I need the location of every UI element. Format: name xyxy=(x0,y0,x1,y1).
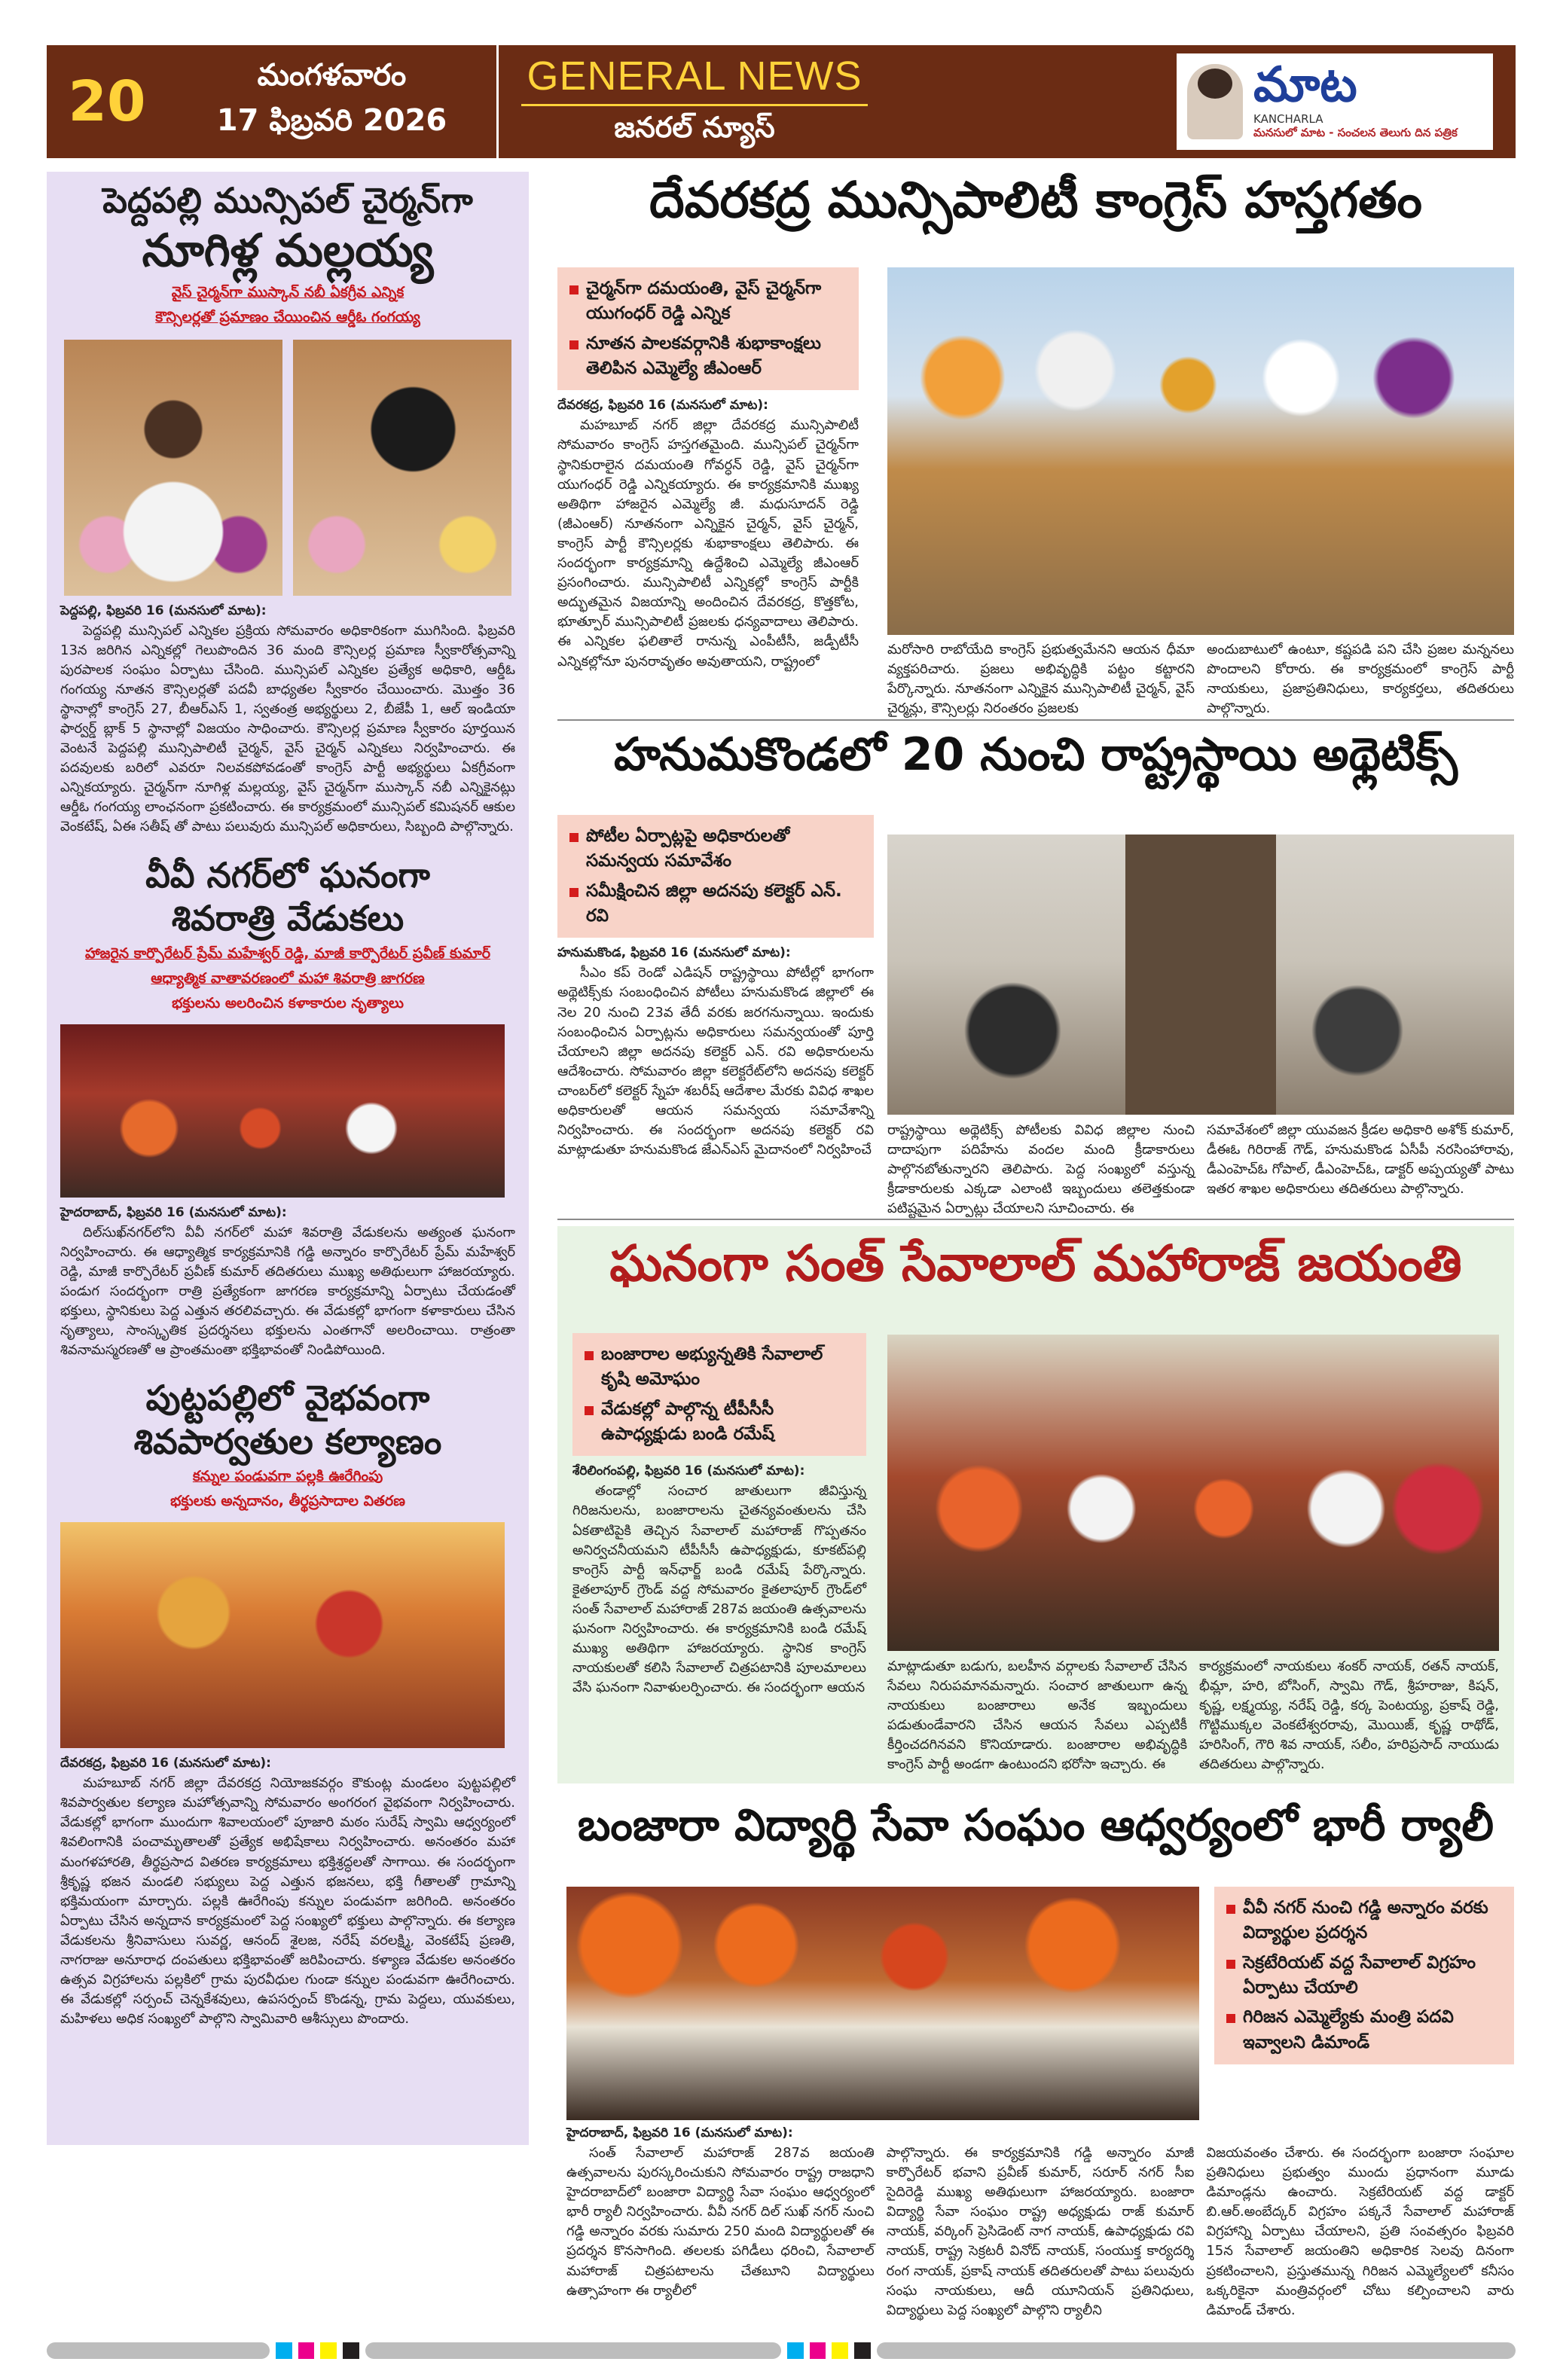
story-headline: శివరాత్రి వేడుకలు xyxy=(171,898,405,939)
color-swatch xyxy=(832,2342,848,2359)
issue-date: 17 ఫిబ్రవరి 2026 xyxy=(216,103,447,138)
highlight-item: సెక్రటేరియట్ వద్ద సేవాలాల్ విగ్రహం ఏర్పాటు చేయాలి xyxy=(1226,1951,1502,2001)
newspaper-logo xyxy=(1177,53,1493,150)
highlight-item: బంజారాల అభ్యున్నతికి సేవాలాల్ కృషి అమోఘం xyxy=(585,1342,854,1393)
color-swatch xyxy=(810,2342,826,2359)
highlights-box xyxy=(572,1333,866,1456)
story-subhead: హాజరైన కార్పొరేటర్ ప్రేమ్ మహేశ్వర్ రెడ్డి, మాజీ కార్పొరేటర్ ప్రవీణ్ కుమార్ xyxy=(84,944,491,962)
logo-brand: మాట xyxy=(1253,57,1357,113)
logo-small-text: KANCHARLA xyxy=(1253,112,1323,126)
story-body: సంత్ సేవాలాల్ మహారాజ్ 287వ జయంతి ఉత్సవాలను పురస్కరించుకుని సోమవారం రాష్ట్ర రాజధాని హైదరాబాద్‌లో బంజారా విద్యార్థి సేవా సంఘం ఆధ్వర్యంలో భారీ ర్యాలీ నిర్వహించారు. వీవీ నగర్ దిల్ సుఖ్ నగర్ నుంచి గడ్డి అన్నారం వరకు సుమారు 250 మంది విద్యార్థులతో ఈ ప్రదర్శన కొనసాగింది. తలలకు పగిడీలు ధరించి, సేవాలాల్ మహారాజ్ చిత్రపటాలను చేతబూని విద్యార్థులు ఉత్సాహంగా ఈ ర్యాలీలో xyxy=(566,2145,875,2299)
story-headline: శివపార్వతుల కల్యాణం xyxy=(133,1420,442,1462)
story-sevalal xyxy=(557,1235,1514,1292)
highlight-item: గిరిజన ఎమ్మెల్యేకు మంత్రి పదవి ఇవ్వాలని డిమాండ్ xyxy=(1226,2005,1502,2055)
story-devarakadra xyxy=(557,172,1514,229)
story-headline: దేవరకద్ర మున్సిపాలిటీ కాంగ్రెస్ హస్తగతం xyxy=(649,171,1422,229)
dateline: హైదరాబాద్, ఫిబ్రవరి 16 (మనసులో మాట): xyxy=(60,1204,287,1220)
story-body: దిల్‌సుఖ్‌నగర్‌లోని వీవీ నగర్‌లో మహా శివరాత్రి వేడుకలను అత్యంత ఘనంగా నిర్వహించారు. ఈ ఆధ్యాత్మిక కార్యక్రమానికి గడ్డి అన్నారం కార్పొరేటర్ ప్రేమ్ మహేశ్వర్ రెడ్డి, మాజీ కార్పొరేటర్ ప్రవీణ్ కుమార్ తదితరులు ముఖ్య అతిథులుగా హాజరయ్యారు. పండుగ సందర్భంగా రాత్రి ప్రత్యేకంగా జాగరణ కార్యక్రమాన్ని ఏర్పాటు చేయడంతో భక్తులు, స్థానికులు పెద్ద ఎత్తున తరలివచ్చారు. ఈ వేడుకల్లో భాగంగా కళాకారులు చేసిన నృత్యాలు, సాంస్కృతిక ప్రదర్శనలు భక్తులను ఎంతగానో అలరించాయి. రాత్రంతా శివనామస్మరణతో ఆ ప్రాంతమంతా భక్తిభావంతో నిండిపోయింది. xyxy=(60,1224,515,1359)
dateline: హనుమకొండ, ఫిబ్రవరి 16 (మనసులో మాట): xyxy=(557,945,791,961)
dateline: దేవరకద్ర, ఫిబ్రవరి 16 (మనసులో మాట): xyxy=(557,398,768,413)
story-body: కార్యక్రమంలో నాయకులు శంకర్ నాయక్, రతన్ నాయక్, భీమ్లా, హరి, బోసింగ్, స్వామి గౌడ్, శ్రీహరాజు, కిషన్, కృష్ణ, లక్ష్మయ్య, నరేష్ రెడ్డి, కర్క పెంటయ్య, ప్రకాష్ రెడ్డి, గొట్టిముక్కల వెంకటేశ్వరరావు, మొయిజ్, కృష్ణ రాథోడ్, హరిసింగ్, గౌరి శివ నాయక్, సలీం, హరిప్రసాద్ నాయుడు తదితరులు పాల్గొన్నారు. xyxy=(1199,1658,1499,1773)
story-headline: పుట్టపల్లిలో వైభవంగా xyxy=(145,1378,430,1419)
story-body: అందుబాటులో ఉంటూ, కష్టపడి పని చేసి ప్రజల మన్ననలు పొందాలని కోరారు. ఈ కార్యక్రమంలో కాంగ్రెస్ పార్టీ నాయకులు, ప్రజాప్రతినిధులు, కార్యకర్తలు, తదితరులు పాల్గొన్నారు. xyxy=(1207,642,1514,717)
color-bar-grey xyxy=(877,2342,1516,2359)
section-title-en: GENERAL NEWS xyxy=(527,53,862,99)
photo-devarakadra-celebration xyxy=(887,267,1514,635)
story-headline: హనుమకొండలో 20 నుంచి రాష్ట్రస్థాయి అథ్లెటిక్స్ xyxy=(614,728,1458,781)
highlights-box xyxy=(1214,1887,1514,2064)
story-puttapalli xyxy=(60,1377,515,2029)
color-swatch xyxy=(276,2342,292,2359)
story-body: విజయవంతం చేశారు. ఈ సందర్భంగా బంజారా సంఘాల ప్రతినిధులు ప్రభుత్వం ముందు ప్రధానంగా మూడు డిమాండ్లను ఉంచారు. సెక్రటేరియట్ వద్ద డాక్టర్ బి.ఆర్.అంబేద్కర్ విగ్రహం పక్కనే సేవాలాల్ మహారాజ్ విగ్రహాన్ని ఏర్పాటు చేయాలని, ప్రతి సంవత్సరం ఫిబ్రవరి 15న సేవాలాల్ జయంతిని అధికారిక సెలవు దినంగా ప్రకటించాలని, ప్రస్తుతమున్న గిరిజన ఎమ్మెల్యేలలో కనీసం ఒక్కరికైనా మంత్రివర్గంలో చోటు కల్పించాలని వారు డిమాండ్ చేశారు. xyxy=(1206,2145,1515,2318)
color-swatch xyxy=(320,2342,337,2359)
story-body: పాల్గొన్నారు. ఈ కార్యక్రమానికి గడ్డి అన్నారం మాజీ కార్పొరేటర్ భవాని ప్రవీణ్ కుమార్, సరూర్ నగర్ సీఐ సైదిరెడ్డి ముఖ్య అతిథులుగా హాజరయ్యారు. బంజారా విద్యార్థి సేవా సంఘం రాష్ట్ర అధ్యక్షుడు రాజ్ కుమార్ నాయక్, వర్కింగ్ ప్రెసిడెంట్ నాగ నాయక్, ఉపాధ్యక్షుడు రవి నాయక్, రాష్ట్ర సెక్రటరీ వినోద్ నాయక్, సంయుక్త కార్యదర్శి రంగ నాయక్, ప్రకాష్ నాయక్ తదితరులతో పాటు పలువురు సంఘ నాయకులు, ఆదీ యూనియన్ ప్రతినిధులు, విద్యార్థులు పెద్ద సంఖ్యలో పాల్గొని ర్యాలీని xyxy=(886,2145,1195,2318)
section-title-te: జనరల్ న్యూస్ xyxy=(614,110,775,144)
story-vv-nagar xyxy=(60,854,515,1361)
logo-wrap xyxy=(890,45,1516,158)
highlight-item: నూతన పాలకవర్గానికి శుభాకాంక్షలు తెలిపిన ఎమ్మెల్యే జీఎంఆర్ xyxy=(569,331,847,382)
page-number: 20 xyxy=(68,69,146,134)
issue-day: మంగళవారం xyxy=(257,58,407,93)
story-subhead: ఆధ్యాత్మిక వాతావరణంలో మహా శివరాత్రి జాగరణ xyxy=(151,969,425,987)
color-bar-grey xyxy=(365,2342,781,2359)
athletics-cols xyxy=(887,1121,1514,1219)
dateline: పెద్దపల్లి, ఫిబ్రవరి 16 (మనసులో మాట): xyxy=(60,603,267,618)
photo-kalyanam xyxy=(60,1522,505,1748)
story-body: రాష్ట్రస్థాయి అథ్లెటిక్స్ పోటీలకు వివిధ జిల్లాల నుంచి దాదాపుగా పదిహేను వందల మంది క్రీడాకారులు పాల్గొనబోతున్నారని తెలిపారు. పెద్ద సంఖ్యలో వస్తున్న క్రీడాకారులకు ఎక్కడా ఎలాంటి ఇబ్బందులు తలెత్తకుండా పటిష్టమైన ఏర్పాట్లు చేయాలని సూచించారు. ఈ xyxy=(887,1122,1195,1217)
print-color-bar xyxy=(47,2341,1516,2360)
story-body: మాట్లాడుతూ బడుగు, బలహీన వర్గాలకు సేవాలాల్ చేసిన సేవలు నిరుపమానమన్నారు. సంచార జాతులుగా ఉన్న నాయకులు బంజారాలు అనేక ఇబ్బందులు పడుతుండేవారని చేసిన ఆయన సేవలు ఎప్పటికీ కీర్తించదగినవని కొనియాడారు. బంజారాల అభివృద్ధికి కాంగ్రెస్ పార్టీ అండగా ఉంటుందని భరోసా ఇచ్చారు. ఈ xyxy=(887,1658,1187,1773)
dateline: శేరిలింగంపల్లి, ఫిబ్రవరి 16 (మనసులో మాట): xyxy=(572,1463,805,1479)
story-body: మరోసారి రాబోయేది కాంగ్రెస్ ప్రభుత్వమేనని ఆయన ధీమా వ్యక్తపరిచారు. ప్రజలు అభివృద్ధికి పట్టం కట్టారని పేర్కొన్నారు. నూతనంగా ఎన్నికైన మున్సిపాలిటీ చైర్మన్, వైస్ చైర్మన్లు, కౌన్సిలర్లు నిరంతరం ప్రజలకు xyxy=(887,642,1195,717)
logo-portrait-icon xyxy=(1187,64,1243,139)
highlight-item: చైర్మన్‌గా దమయంతి, వైస్ చైర్మన్‌గా యుగంధర్ రెడ్డి ఎన్నిక xyxy=(569,276,847,327)
highlights-box xyxy=(557,267,859,390)
highlight-item: వేడుకల్లో పాల్గొన్న టీపీసీసీ ఉపాధ్యక్షుడు బండి రమేష్ xyxy=(585,1397,854,1448)
story-body: పెద్దపల్లి మున్సిపల్ ఎన్నికల ప్రక్రియ సోమవారం అధికారికంగా ముగిసింది. ఫిబ్రవరి 13న జరిగిన ఎన్నికల్లో గెలుపొందిన 36 మంది కౌన్సిలర్ల ప్రమాణ స్వీకారోత్సవాన్ని పురపాలక సంఘం ఏర్పాటు చేసింది. మున్సిపల్ ఎన్నికల ప్రత్యేక అధికారి, ఆర్డీఓ గంగయ్య నూతన కౌన్సిలర్లతో పదవీ బాధ్యతల స్వీకారం చేయించారు. మొత్తం 36 స్థానాల్లో కాంగ్రెస్ 27, బీఆర్ఎస్ 1, స్వతంత్ర అభ్యర్థులు 2, బీజేపీ 1, ఆల్ ఇండియా ఫార్వర్డ్ బ్లాక్ 5 స్థానాల్లో విజయం సాధించారు. కౌన్సిలర్ల ప్రమాణ స్వీకారం పూర్తయిన వెంటనే పెద్దపల్లి మున్సిపాలిటీ చైర్మన్, వైస్ చైర్మన్ ఎన్నికలు నిర్వహించారు. ఈ పదవులకు బరిలో ఎవరూ నిలవకపోవడంతో కాంగ్రెస్ పార్టీ అభ్యర్థులు ఏకగ్రీవంగా ఎన్నికయ్యారు. చైర్మన్‌గా నూగిళ్ల మల్లయ్య, వైస్ చైర్మన్‌గా ముస్కాన్ నబీ ఎన్నికైనట్లు ఆర్డీఓ గంగయ్య లాంఛనంగా ప్రకటించారు. ఈ కార్యక్రమంలో మున్సిపల్ కమిషనర్ ఆకుల వెంకటేష్, ఏఈ సతీష్ తో పాటు పలువురు మున్సిపల్ అధికారులు, సిబ్బంది పాల్గొన్నారు. xyxy=(60,622,515,835)
dateline: దేవరకద్ర, ఫిబ్రవరి 16 (మనసులో మాట): xyxy=(60,1756,271,1771)
photo-athletics-meeting xyxy=(887,835,1514,1115)
photo-sevalal-event xyxy=(887,1335,1499,1651)
story-subhead: కన్నుల పండువగా పల్లకి ఊరేగింపు xyxy=(192,1468,383,1485)
story-athletics xyxy=(557,729,1514,781)
story-body: సీఎం కప్ రెండో ఎడిషన్ రాష్ట్రస్థాయి పోటీల్లో భాగంగా అథ్లెటిక్స్‌కు సంబంధించిన పోటీలు హనుమకొండ జిల్లాలో ఈ నెల 20 నుంచి 23వ తేదీ వరకు జరగనున్నాయి. ఇందుకు సంబంధించిన ఏర్పాట్లను అధికారులు సమన్వయంతో పూర్తి చేయాలని జిల్లా అదనపు కలెక్టర్ ఎన్. రవి అధికారులను ఆదేశించారు. సోమవారం జిల్లా కలెక్టరేట్‌లోని అదనపు కలెక్టర్ చాంబర్‌లో కలెక్టర్ స్నేహ శబరీష్ ఆదేశాల మేరకు వివిధ శాఖల అధికారులతో ఆయన సమన్వయ సమావేశాన్ని నిర్వహించారు. ఈ సందర్భంగా అదనపు కలెక్టర్ రవి మాట్లాడుతూ హనుమకొండ జేఎన్ఎస్ మైదానంలో నిర్వహించే xyxy=(557,965,875,1158)
photo-vice-chairman xyxy=(293,340,511,596)
divider xyxy=(557,1219,1514,1220)
story-headline: వీవీ నగర్‌లో ఘనంగా xyxy=(145,854,430,896)
photo-rally xyxy=(566,1887,1199,2120)
color-swatch xyxy=(298,2342,315,2359)
story-body: సమావేశంలో జిల్లా యువజన క్రీడల అధికారి అశోక్ కుమార్, డీఈఓ గిరిరాజ్ గౌడ్, హనుమకొండ ఏసీపీ నరసింహారావు, డీఎంహెచ్ఓ గోపాల్, డీఎంహెచ్ఓ, డాక్టర్ అప్పయ్యతో పాటు ఇతర శాఖల అధికారులు తదితరులు పాల్గొన్నారు. xyxy=(1207,1122,1514,1198)
story-body: తండాల్లో సంచార జాతులుగా జీవిస్తున్న గిరిజనులను, బంజారాలను చైతన్యవంతులను చేసి ఏకతాటిపైకి తెచ్చిన సేవాలాల్ మహారాజ్ గొప్పతనం అనిర్వచనీయమని టీపీసీసీ ఉపాధ్యక్షుడు, కూకట్‌పల్లి కాంగ్రెస్ పార్టీ ఇన్‌ఛార్జ్ బండి రమేష్ పేర్కొన్నారు. కైతలాపూర్ గ్రౌండ్ వద్ద సోమవారం కైతలాపూర్ గ్రౌండ్‌లో సంత్ సేవాలాల్ మహారాజ్ 287వ జయంతి ఉత్సవాలను ఘనంగా నిర్వహించారు. ఈ కార్యక్రమానికి బండి రమేష్ ముఖ్య అతిథిగా హాజరయ్యారు. స్థానిక కాంగ్రెస్ నాయకులతో కలిసి సేవాలాల్ చిత్రపటానికి పూలమాలలు వేసి ఘనంగా నివాళులర్పించారు. ఈ సందర్భంగా ఆయన xyxy=(572,1483,866,1696)
left-column xyxy=(47,172,529,2145)
logo-tagline: మనసులో మాట - సంచలన తెలుగు దిన పత్రిక xyxy=(1253,126,1458,139)
sevalal-cols xyxy=(887,1657,1499,1775)
masthead xyxy=(47,45,1516,158)
story-subhead: కౌన్సిలర్లతో ప్రమాణం చేయించిన ఆర్డీఓ గంగయ్య xyxy=(155,308,420,325)
story-headline: బంజారా విద్యార్థి సేవా సంఘం ఆధ్వర్యంలో భారీ ర్యాలీ xyxy=(577,1799,1494,1851)
section-label xyxy=(499,45,890,158)
color-bar-grey xyxy=(47,2342,270,2359)
color-swatch xyxy=(343,2342,359,2359)
story-subhead: వైస్ చైర్మన్‌గా ముస్కాన్ నబీ ఏకగ్రీవ ఎన్నిక xyxy=(171,283,405,301)
story-headline: నూగిళ్ల మల్లయ్య xyxy=(142,224,434,277)
divider xyxy=(557,719,1514,721)
story-kicker: పెద్దపల్లి మున్సిపల్ చైర్మన్‌గా xyxy=(102,180,473,221)
story-peddapalli xyxy=(60,179,515,838)
story-subhead: భక్తులకు అన్నదానం, తీర్థప్రసాదాల వితరణ xyxy=(170,1493,405,1510)
color-swatch xyxy=(854,2342,871,2359)
story-rally xyxy=(557,1800,1514,1851)
story-body: మహబూబ్ నగర్ జిల్లా దేవరకద్ర నియోజకవర్గం కౌకుంట్ల మండలం పుట్టపల్లిలో శివపార్వతుల కల్యాణ మహోత్సవాన్ని సోమవారం అంగరంగ వైభవంగా నిర్వహించారు. వేడుకల్లో భాగంగా ముందుగా శివాలయంలో పూజారి మఠం సురేష్ స్వామి ఆధ్వర్యంలో శివలింగానికి పంచామృతాలతో ప్రత్యేక అభిషేకాలు నిర్వహించారు. అనంతరం మహా మంగళహారతి, తీర్థప్రసాద వితరణ కార్యక్రమాలు భక్తిశ్రద్ధలతో సాగాయి. ఈ సందర్భంగా శ్రీకృష్ణ భజన మండలి సభ్యులు పెద్ద ఎత్తున భజనలు, భక్తి గీతాలతో గ్రామాన్ని భక్తిమయంగా మార్చారు. పల్లకి ఊరేగింపు కన్నుల పండువగా జరిగింది. అనంతరం ఏర్పాటు చేసిన అన్నదాన కార్యక్రమంలో పెద్ద సంఖ్యలో భక్తులు పాల్గొన్నారు. ఈ కల్యాణ వేడుకలను శ్రీనివాసులు సువర్ణ, ఆనంద్ శైలజ, నరేష్ వరలక్ష్మి, వెంకటేష్ ప్రణతి, నాగరాజు అనూరాధ దంపతులు భక్తిభావంతో జరిపించారు. కళ్యాణ వేడుకల అనంతరం ఉత్సవ విగ్రహాలను పల్లకిలో గ్రామ పురవీధుల గుండా కన్నుల పండువగా ఊరేగించారు. ఈ వేడుకల్లో సర్పంచ్ చెన్నకేశవులు, ఉపసర్పంచ్ కొండన్న, గ్రామ పెద్దలు, యువకులు, మహిళలు అధిక సంఖ్యలో పాల్గొని స్వామివారి ఆశీస్సులు పొందారు. xyxy=(60,1775,515,2028)
section-divider xyxy=(521,104,868,106)
devarakadra-left xyxy=(557,267,859,672)
athletics-left xyxy=(557,815,874,1160)
devarakadra-cols xyxy=(887,640,1514,719)
photo-shivaratri xyxy=(60,1024,505,1198)
rally-highlights xyxy=(1214,1887,1514,2064)
highlights-box xyxy=(557,815,874,938)
story-body: మహబూబ్ నగర్ జిల్లా దేవరకద్ర మున్సిపాలిటీ సోమవారం కాంగ్రెస్ హస్తగతమైంది. మున్సిపల్ చైర్మన్‌గా స్థానికురాలైన దమయంతి గోవర్ధన్ రెడ్డి, వైస్ చైర్మన్‌గా యుగంధర్ రెడ్డి ఎన్నికయ్యారు. ఈ కార్యక్రమానికి ముఖ్య అతిథిగా హాజరైన ఎమ్మెల్యే జీ. మధుసూదన్ రెడ్డి (జీఎంఆర్) నూతనంగా ఎన్నికైన చైర్మన్, వైస్ చైర్మన్, కాంగ్రెస్ పార్టీ కౌన్సిలర్లకు శుభాకాంక్షలు తెలిపారు. ఈ సందర్భంగా కార్యక్రమాన్ని ఉద్దేశించి ఎమ్మెల్యే జీఎంఆర్ ప్రసంగించారు. మున్సిపాలిటీ ఎన్నికల్లో కాంగ్రెస్ పార్టీకి అద్భుతమైన విజయాన్ని అందించిన దేవరకద్ర, కొత్తకోట, భూత్పూర్ మున్సిపాలిటీ ప్రజలకు ధన్యవాదాలు తెలిపారు. ఈ ఎన్నికల ఫలితాలే రానున్న ఎంపీటీసీ, జడ్పీటీసీ ఎన్నికల్లోనూ పునరావృతం అవుతాయని, రాష్ట్రంలో xyxy=(557,417,859,670)
color-swatch xyxy=(787,2342,804,2359)
rally-body xyxy=(566,2125,1514,2320)
date-box xyxy=(167,45,499,158)
dateline: హైదరాబాద్, ఫిబ్రవరి 16 (మనసులో మాట): xyxy=(566,2125,793,2140)
highlight-item: సమీక్షించిన జిల్లా అదనపు కలెక్టర్ ఎన్. రవి xyxy=(569,879,862,929)
highlight-item: పోటీల ఏర్పాట్లపై అధికారులతో సమన్వయ సమావేశం xyxy=(569,824,862,874)
highlight-item: వీవీ నగర్ నుంచి గడ్డి అన్నారం వరకు విద్యార్థుల ప్రదర్శన xyxy=(1226,1896,1502,1946)
photo-chairman xyxy=(64,340,282,596)
sevalal-left xyxy=(572,1333,866,1698)
story-subhead: భక్తులను అలరించిన కళాకారుల నృత్యాలు xyxy=(172,994,404,1012)
story-headline: ఘనంగా సంత్ సేవాలాల్ మహారాజ్ జయంతి xyxy=(609,1234,1462,1292)
